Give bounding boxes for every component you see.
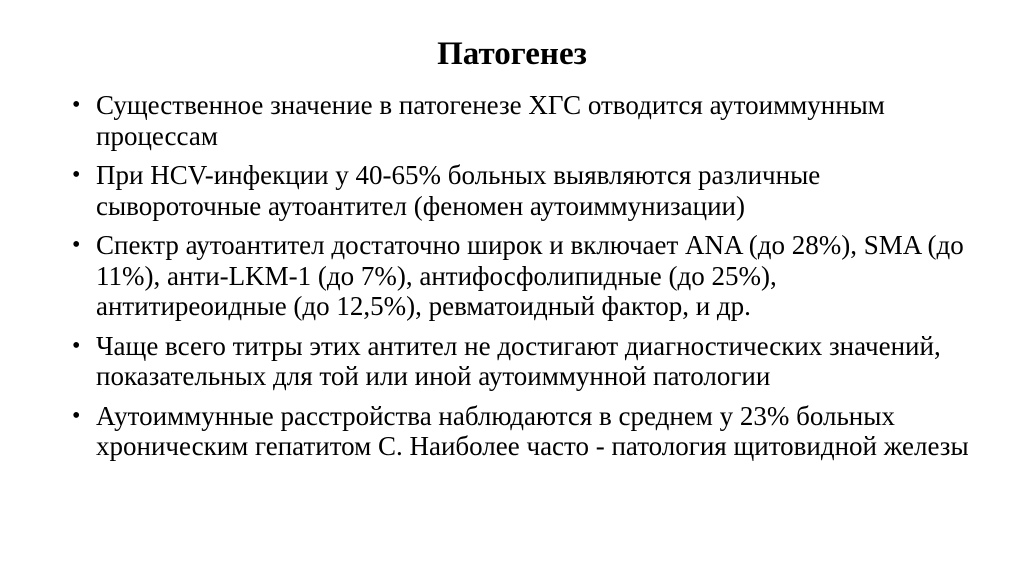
bullet-text: При HCV-инфекции у 40-65% больных выявляются различные сывороточные аутоантител (феномен аутоиммунизации) (96, 160, 821, 221)
slide-title: Патогенез (437, 36, 587, 72)
bullet-item (72, 160, 972, 221)
bullet-text: Спектр аутоантител достаточно широк и включает ANA (до 28%), SMA (до 11%), анти-LKM-1 (до 7%), антифосфолипидные (до 25%), антитиреоидные (до 12,5%), ревматоидный фактор, и др. (96, 230, 964, 321)
bullet-icon: • (72, 402, 81, 429)
bullet-text: Существенное значение в патогенезе ХГС отводится аутоиммунным процессам (96, 90, 885, 151)
bullet-text: Аутоиммунные расстройства наблюдаются в среднем у 23% больных хроническим гепатитом С. Наиболее часто - патология щитовидной железы (96, 400, 969, 461)
bullet-item (72, 90, 972, 151)
bullet-icon: • (72, 332, 81, 359)
bullet-icon: • (72, 162, 81, 188)
bullet-item (72, 230, 972, 322)
bullet-list (72, 90, 972, 471)
bullet-text: Чаще всего титры этих антител не достигают диагностических значений, показательных для той или иной аутоиммунной патологии (96, 330, 941, 391)
bullet-item (72, 331, 972, 392)
bullet-icon: • (72, 92, 81, 118)
bullet-item (72, 401, 972, 462)
bullet-icon: • (72, 232, 81, 258)
